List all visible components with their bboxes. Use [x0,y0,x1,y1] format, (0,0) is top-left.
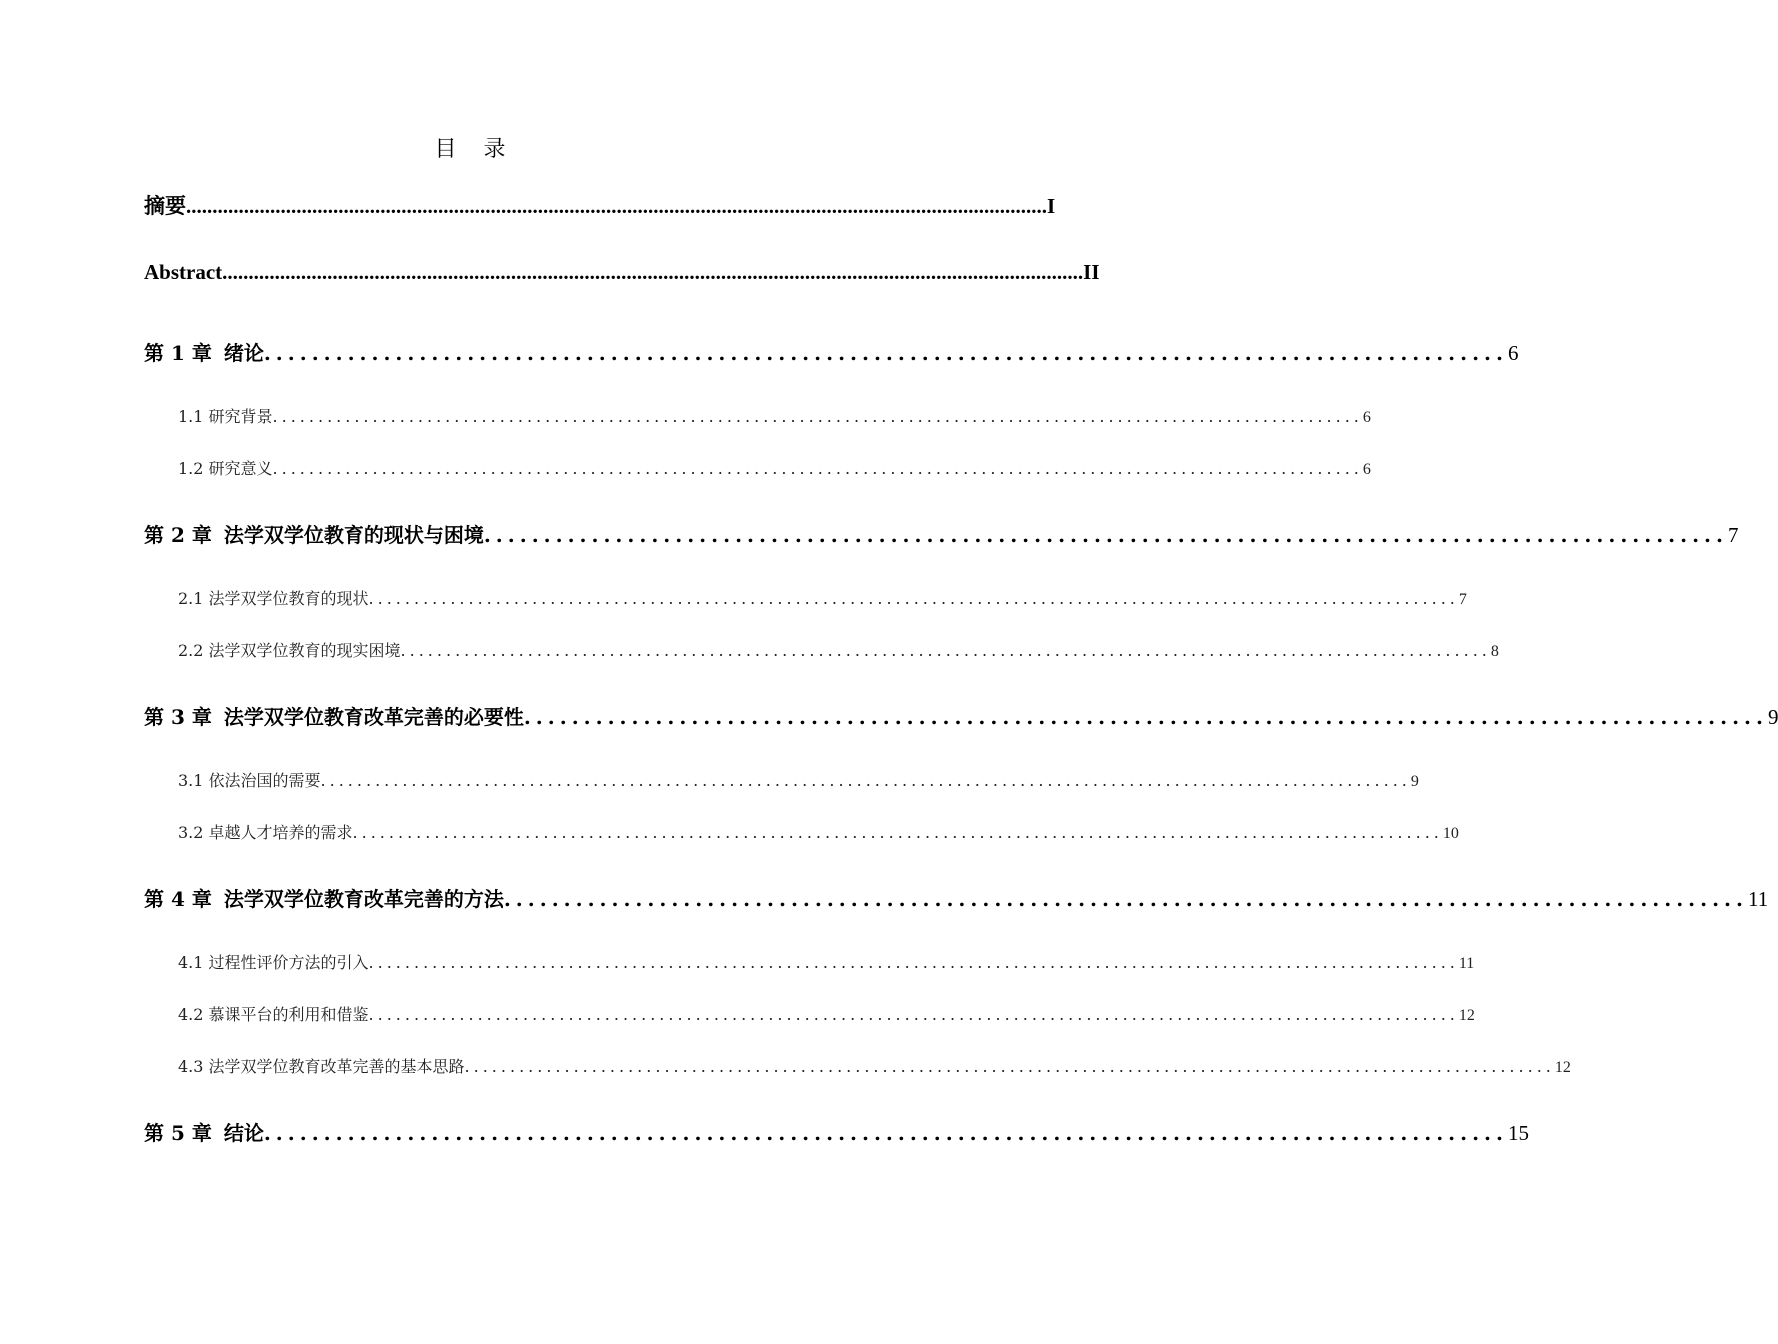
toc-entry-abstract-cn[interactable] [144,191,1056,221]
dot-leader: ........................................................................................................................ [368,1005,1459,1024]
dot-leader: ........................................................................................................................ [320,771,1411,790]
toc-section-4-3[interactable] [178,1054,1571,1081]
toc-entry-page: 6 [1362,409,1371,426]
toc-section-3-2[interactable] [178,820,1459,847]
toc-entry-label: Abstract [144,260,223,284]
chapter-title: 法学双学位教育改革完善的必要性 [223,705,524,729]
toc-section-label: 4.2 慕课平台的利用和借鉴 [178,1005,369,1024]
chapter-title: 绪论 [223,341,264,365]
toc-section-label: 1.2 研究意义 [178,459,273,478]
dot-leader: .................................................................................................................................................................... [186,194,1047,218]
chapter-title: 法学双学位教育的现状与困境 [223,523,484,547]
toc-chapter-1[interactable] [144,338,1519,368]
toc-section-4-2[interactable] [178,1002,1475,1029]
toc-entry-page: 12 [1458,1007,1475,1024]
toc-chapter-label [144,1118,264,1148]
toc-entry-page: 9 [1767,705,1778,729]
dot-leader: ........................................................................................................ [263,1121,1508,1145]
toc-chapter-label [144,520,484,550]
toc-section-label: 4.3 法学双学位教育改革完善的基本思路 [178,1057,465,1076]
toc-chapter-label [144,338,264,368]
chapter-number: 第 2 章 [144,523,212,547]
dot-leader: ........................................................................................................................ [464,1057,1555,1076]
dot-leader: ........................................................................................................................ [368,589,1459,608]
toc-title: 目 录 [434,137,516,162]
toc-section-label: 1.1 研究背景 [178,407,273,426]
chapter-number: 第 1 章 [144,341,212,365]
chapter-number: 第 4 章 [144,887,212,911]
toc-entry-page: 6 [1362,461,1371,478]
toc-entry-page: 11 [1747,887,1769,911]
dot-leader: ........................................................................................................ [523,705,1768,729]
toc-entry-label: 摘要 [144,194,186,218]
chapter-title: 结论 [223,1121,264,1145]
dot-leader: ........................................................................................................ [263,341,1508,365]
toc-section-1-1[interactable] [178,404,1371,431]
toc-chapter-label [144,702,524,732]
toc-section-label: 2.2 法学双学位教育的现实困境 [178,641,401,660]
toc-chapter-label [144,884,504,914]
dot-leader: ........................................................................................................................ [352,823,1443,842]
toc-entry-page: 7 [1727,523,1739,547]
toc-chapter-3[interactable] [144,702,1778,732]
toc-entry-page: I [1047,194,1056,218]
dot-leader: ........................................................................................................................ [272,407,1363,426]
chapter-number: 第 3 章 [144,705,212,729]
toc-entry-page: 11 [1458,955,1475,972]
dot-leader: ........................................................................................................................ [272,459,1363,478]
toc-entry-page: 15 [1507,1121,1529,1145]
dot-leader: ........................................................................................................................ [368,953,1459,972]
toc-section-1-2[interactable] [178,456,1371,483]
toc-section-label: 4.1 过程性评价方法的引入 [178,953,369,972]
toc-chapter-4[interactable] [144,884,1769,914]
dot-leader: ........................................................................................................ [483,523,1728,547]
toc-section-2-2[interactable] [178,638,1499,665]
dot-leader: .................................................................................................................................................................... [222,260,1084,284]
toc-chapter-2[interactable] [144,520,1739,550]
toc-entry-page: 12 [1554,1059,1571,1076]
toc-entry-page: II [1083,260,1100,284]
toc-entry-page: 6 [1507,341,1519,365]
toc-chapter-5[interactable] [144,1118,1529,1148]
toc-entry-page: 8 [1490,643,1499,660]
dot-leader: ........................................................................................................ [503,887,1748,911]
chapter-number: 第 5 章 [144,1121,212,1145]
toc-entry-page: 10 [1442,825,1459,842]
chapter-title: 法学双学位教育改革完善的方法 [223,887,504,911]
toc-section-3-1[interactable] [178,768,1419,795]
toc-section-2-1[interactable] [178,586,1467,613]
dot-leader: ........................................................................................................................ [400,641,1491,660]
toc-entry-abstract-en[interactable] [144,257,1100,287]
toc-section-label: 3.1 依法治国的需要 [178,771,321,790]
toc-section-4-1[interactable] [178,950,1475,977]
toc-section-label: 3.2 卓越人才培养的需求 [178,823,353,842]
toc-entry-page: 9 [1410,773,1419,790]
toc-section-label: 2.1 法学双学位教育的现状 [178,589,369,608]
toc-entry-page: 7 [1458,591,1467,608]
